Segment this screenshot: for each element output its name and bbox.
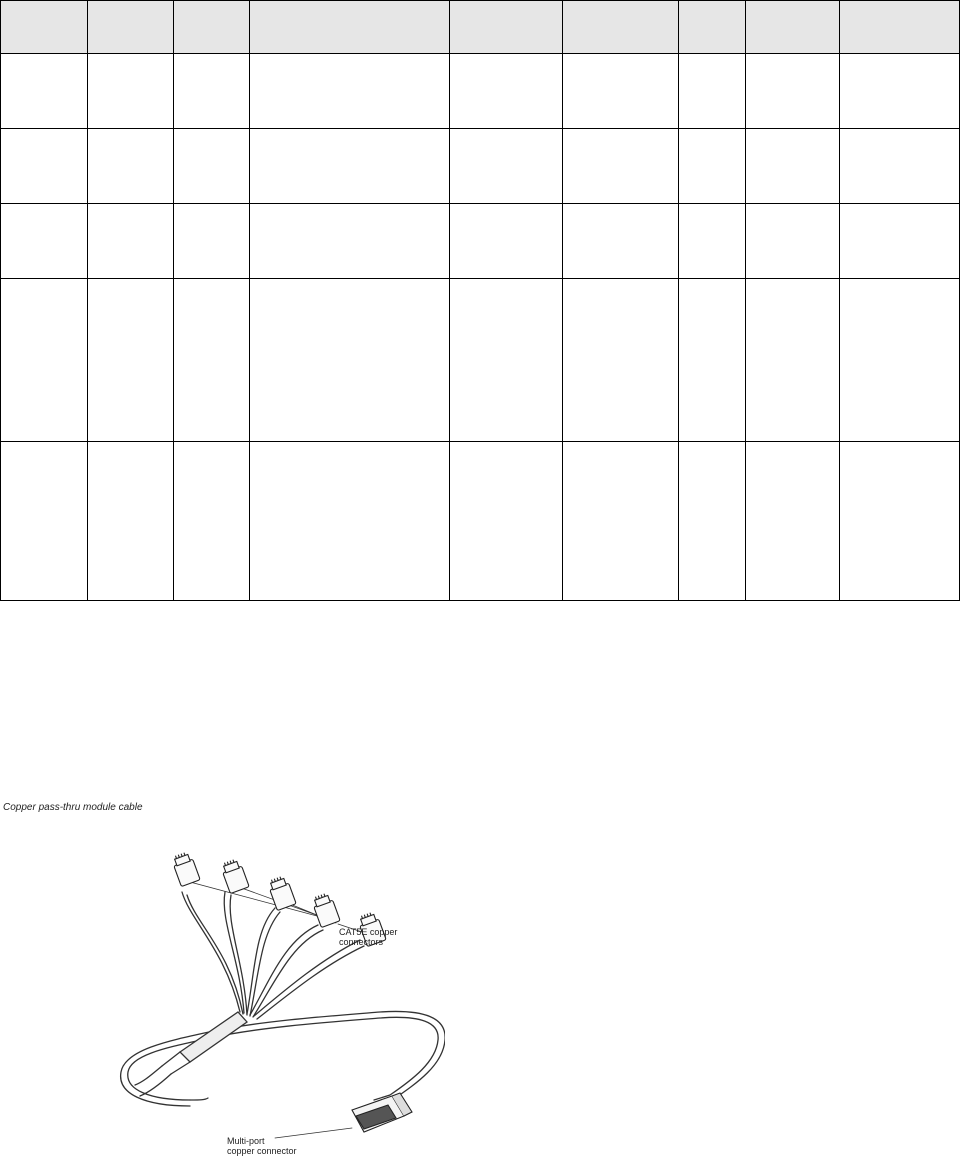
table-cell [450, 279, 563, 442]
table-cell [250, 204, 450, 279]
figure-caption: Copper pass-thru module cable [3, 802, 143, 813]
table-cell [563, 279, 679, 442]
table-cell [840, 279, 960, 442]
rj45-connector-4 [311, 892, 340, 928]
table-cell [563, 204, 679, 279]
table-cell [679, 442, 746, 601]
table-cell [1, 129, 88, 204]
rj45-connector-3 [267, 875, 296, 911]
table-cell [679, 54, 746, 129]
table-cell [1, 442, 88, 601]
header-cell [174, 1, 250, 54]
table-cell [746, 442, 840, 601]
header-cell [1, 1, 88, 54]
header-cell [563, 1, 679, 54]
table-cell [450, 204, 563, 279]
table-cell [174, 204, 250, 279]
main-cable-outer [128, 1017, 438, 1100]
table-cell [88, 279, 174, 442]
table-cell [563, 442, 679, 601]
table-cell [250, 54, 450, 129]
table-cell [563, 54, 679, 129]
cable-illustration [0, 800, 445, 1155]
table-cell [679, 279, 746, 442]
table-cell [88, 54, 174, 129]
table-row [1, 54, 960, 129]
table-cell [174, 129, 250, 204]
rj45-connector-1 [171, 851, 200, 887]
main-cable-inner [121, 1011, 445, 1106]
header-cell [250, 1, 450, 54]
table-header-row [1, 1, 960, 54]
table-cell [88, 442, 174, 601]
header-cell [679, 1, 746, 54]
table-row [1, 279, 960, 442]
multiport-label-line1: Multi-port [227, 1136, 265, 1146]
table-cell [679, 204, 746, 279]
table-cell [174, 54, 250, 129]
rj45-connector-2 [220, 858, 249, 894]
table-cell [746, 204, 840, 279]
header-cell [746, 1, 840, 54]
cat5e-label-line2: connectors [339, 937, 384, 947]
table-cell [679, 129, 746, 204]
multiport-connector [352, 1093, 412, 1132]
table-cell [840, 54, 960, 129]
table-cell [840, 442, 960, 601]
table-cell [250, 129, 450, 204]
header-cell [450, 1, 563, 54]
table-cell [250, 279, 450, 442]
table-cell [450, 442, 563, 601]
table-row [1, 442, 960, 601]
multiport-label-line2: copper connector [227, 1146, 297, 1156]
table-cell [563, 129, 679, 204]
table-cell [1, 54, 88, 129]
table-cell [746, 54, 840, 129]
cat5e-connectors-label [339, 927, 397, 947]
table-cell [250, 442, 450, 601]
table-cell [746, 279, 840, 442]
table-cell [1, 279, 88, 442]
header-cell [840, 1, 960, 54]
table-cell [746, 129, 840, 204]
cable-splitter-sleeve [180, 1012, 247, 1062]
table-row [1, 129, 960, 204]
table-cell [174, 442, 250, 601]
table-cell [450, 129, 563, 204]
table-cell [88, 204, 174, 279]
table-cell [840, 204, 960, 279]
cable-figure [0, 800, 445, 1155]
table-cell [1, 204, 88, 279]
header-cell [88, 1, 174, 54]
table-cell [840, 129, 960, 204]
multiport-connector-label [227, 1136, 297, 1156]
table-cell [174, 279, 250, 442]
cat5e-label-line1: CAT5E copper [339, 927, 398, 937]
table-cell [450, 54, 563, 129]
table-cell [88, 129, 174, 204]
table-row [1, 204, 960, 279]
